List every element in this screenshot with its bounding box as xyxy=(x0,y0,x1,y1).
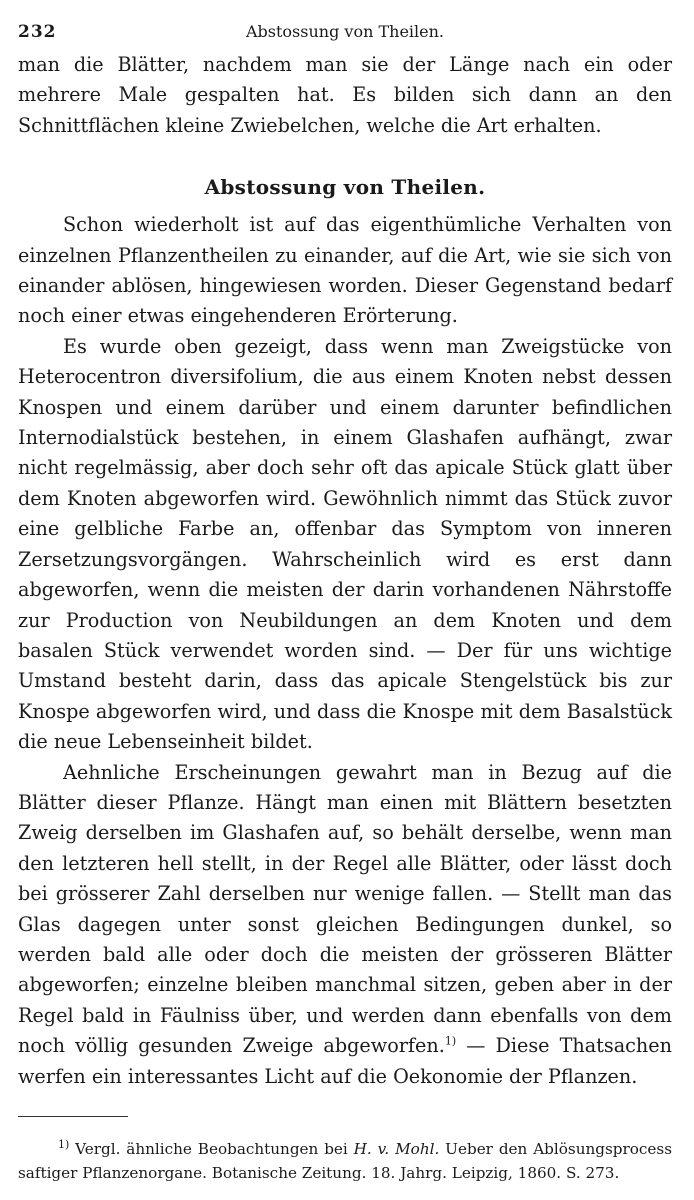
page-header xyxy=(18,14,672,50)
paragraph-2: Es wurde oben gezeigt, dass wenn man Zweigstücke von Heterocentron diversifolium, die aus einem Knoten nebst dessen Knospen und einem darüber und einem darunter befindlichen Internodialstück bestehen, in einem Glashafen aufhängt, zwar nicht regelmässig, aber doch sehr oft das apicale Stück glatt über dem Knoten abgeworfen wird. Gewöhnlich nimmt das Stück zuvor eine gelbliche Farbe an, offenbar das Symptom von inneren Zersetzungsvorgängen. Wahrscheinlich wird es erst dann abgeworfen, wenn die meisten der darin vorhandenen Nährstoffe zur Production von Neubildungen an dem Knoten und dem basalen Stück verwendet worden sind. — Der für uns wichtige Umstand besteht darin, dass das apicale Stengelstück bis zur Knospe abgeworfen wird, und dass die Knospe mit dem Basalstück die neue Lebenseinheit bildet. xyxy=(18,334,672,754)
paragraph-3 xyxy=(18,758,672,1092)
page-number: 232 xyxy=(18,22,57,42)
footnote-reference: 1) xyxy=(444,1034,457,1048)
paragraph-3-text: Aehnliche Erscheinungen gewahrt man in Bezug auf die Blätter dieser Pflanze. Hängt man einen mit Blättern besetzten Zweig derselben im Glashafen auf, so behält derselbe, wenn man den letzteren hell stellt, in der Regel alle Blätter, oder lässt doch bei grösserer Zahl derselben nur wenige fallen. — Stellt man das Glas dagegen unter sonst gleichen Bedingungen dunkel, so werden bald alle oder doch die meisten der grösseren Blätter abgeworfen; einzelne bleiben manchmal sitzen, geben aber in der Regel bald in Fäulniss über, und werden dann ebenfalls von dem noch völlig gesunden Zweige abgeworfen. xyxy=(18,760,672,1058)
footnote-text xyxy=(18,1137,672,1185)
main-text xyxy=(18,50,672,1092)
running-head: Abstossung von Theilen. xyxy=(245,22,445,41)
section-title: Abstossung von Theilen. xyxy=(204,175,486,200)
book-page xyxy=(18,14,672,1185)
footnote-mark: 1) xyxy=(58,1137,70,1151)
continuation-paragraph: man die Blätter, nachdem man sie der Länge nach ein oder mehrere Male gespalten hat. Es bilden sich dann an den Schnittflächen kleine Zwiebelchen, welche die Art erhalten. xyxy=(18,53,672,137)
footnote-text-start: Vergl. ähnliche Beobachtungen bei xyxy=(69,1140,354,1158)
footnote-divider xyxy=(18,1116,128,1117)
footnote-text-end: Ueber den Ablösungsprocess saftiger Pflanzenorgane. Botanische Zeitung. 18. Jahrg. Leipzig, 1860. S. 273. xyxy=(18,1140,672,1182)
footnote xyxy=(18,1137,672,1185)
paragraph-1: Schon wiederholt ist auf das eigenthümliche Verhalten von einzelnen Pflanzentheilen zu einander, auf die Art, wie sie sich von einander ablösen, hingewiesen worden. Dieser Gegenstand bedarf noch einer etwas eingehenderen Erörterung. xyxy=(18,213,672,328)
footnote-author: H. v. Mohl. xyxy=(353,1140,440,1158)
paragraph-3-text-end: — Diese Thatsachen werfen ein interessantes Licht auf die Oekonomie der Pflanzen. xyxy=(18,1034,672,1088)
